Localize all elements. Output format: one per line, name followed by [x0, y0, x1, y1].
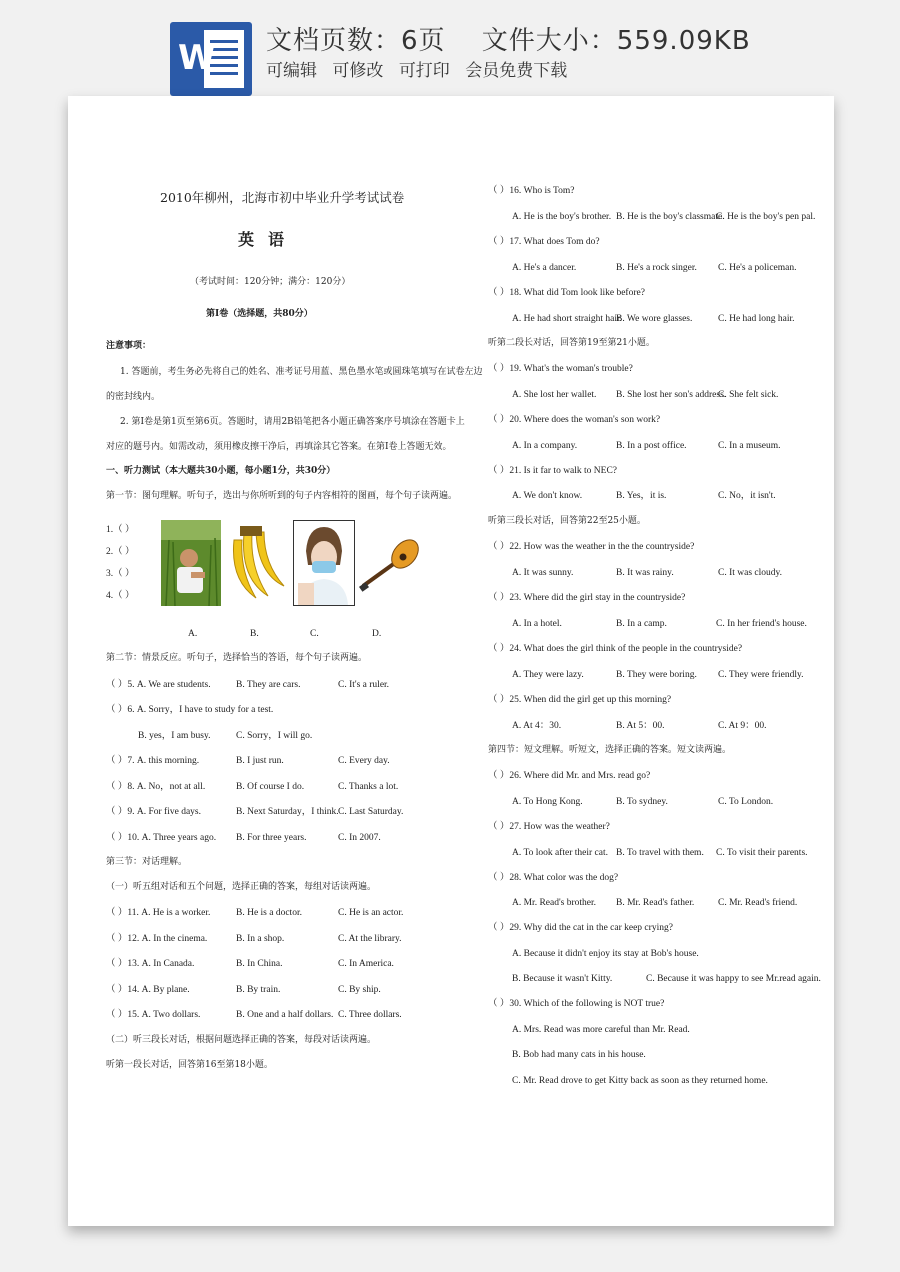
q14-option-a[interactable]: （ ）14. A. By plane. [106, 985, 190, 995]
q13-option-c[interactable]: C. In America. [338, 959, 394, 969]
q11-option-c[interactable]: C. He is an actor. [338, 908, 404, 918]
q6-option-c[interactable]: C. Sorry，I will go. [236, 731, 313, 741]
q12-option-b[interactable]: B. In a shop. [236, 934, 285, 944]
guitar-picture [359, 520, 421, 606]
q30-option-a[interactable]: A. Mrs. Read was more careful than Mr. Read. [512, 1025, 690, 1035]
q21-option-c[interactable]: C. No，it isn't. [718, 491, 776, 501]
q30-stem: （ ）30. Which of the following is NOT true? [488, 999, 665, 1009]
q16-option-b[interactable]: B. He is the boy's classmate. [616, 212, 725, 222]
q5-option-c[interactable]: C. It's a ruler. [338, 680, 390, 690]
q26-option-a[interactable]: A. To Hong Kong. [512, 797, 583, 807]
q28-option-c[interactable]: C. Mr. Read's friend. [718, 898, 798, 908]
picture-label-d: D. [372, 629, 382, 639]
section-3-part-1-instruction: （一）听五组对话和五个问题，选择正确的答案，每组对话读两遍。 [106, 882, 377, 892]
section-3-heading: 第三节：对话理解。 [106, 857, 188, 867]
q17-option-a[interactable]: A. He's a dancer. [512, 263, 577, 273]
q7-option-a[interactable]: （ ）7. A. this morning. [106, 756, 200, 766]
q5-option-b[interactable]: B. They are cars. [236, 680, 301, 690]
picture-label-b: B. [250, 629, 259, 639]
q5-option-a[interactable]: （ ）5. A. We are students. [106, 680, 211, 690]
section-1-instruction: 第一节：图句理解。听句子，选出与你所听到的句子内容相符的图画，每个句子读两遍。 [106, 491, 458, 501]
q14-option-b[interactable]: B. By train. [236, 985, 281, 995]
subject-title: 英语 [238, 230, 299, 249]
q28-option-b[interactable]: B. Mr. Read's father. [616, 898, 695, 908]
q19-option-a[interactable]: A. She lost her wallet. [512, 390, 597, 400]
q15-option-c[interactable]: C. Three dollars. [338, 1010, 402, 1020]
banner-features [266, 56, 577, 81]
q22-option-b[interactable]: B. It was rainy. [616, 568, 674, 578]
q10-option-c[interactable]: C. In 2007. [338, 833, 381, 843]
note-1-line-1: 1. 答题前，考生务必先将自己的姓名、准考证号用蓝、黑色墨水笔或圆珠笔填写在试卷左边 [120, 367, 483, 377]
picture-item-1[interactable]: 1.（ ） [106, 525, 135, 535]
q17-option-c[interactable]: C. He's a policeman. [718, 263, 797, 273]
q15-option-b[interactable]: B. One and a half dollars. [236, 1010, 334, 1020]
q11-option-a[interactable]: （ ）11. A. He is a worker. [106, 908, 211, 918]
q22-stem: （ ）22. How was the weather in the the countryside? [488, 542, 695, 552]
q16-stem: （ ）16. Who is Tom? [488, 186, 575, 196]
q18-option-a[interactable]: A. He had short straight hair. [512, 314, 623, 324]
q23-option-b[interactable]: B. In a camp. [616, 619, 667, 629]
q9-option-c[interactable]: C. Last Saturday. [338, 807, 404, 817]
exam-meta: （考试时间：120分钟；满分：120分） [190, 277, 351, 287]
q7-option-b[interactable]: B. I just run. [236, 756, 284, 766]
feature-member-download[interactable]: 会员免费下载 [465, 61, 568, 81]
q19-stem: （ ）19. What's the woman's trouble? [488, 364, 633, 374]
q12-option-c[interactable]: C. At the library. [338, 934, 402, 944]
note-2-line-2: 对应的题号内。如需改动，须用橡皮擦干净后，再填涂其它答案。在第Ⅰ卷上答题无效。 [106, 442, 452, 452]
q13-option-a[interactable]: （ ）13. A. In Canada. [106, 959, 195, 969]
q13-option-b[interactable]: B. In China. [236, 959, 283, 969]
picture-item-2[interactable]: 2.（ ） [106, 547, 135, 557]
q20-stem: （ ）20. Where does the woman's son work? [488, 415, 661, 425]
q21-option-a[interactable]: A. We don't know. [512, 491, 583, 501]
q9-option-b[interactable]: B. Next Saturday，I think. [236, 807, 339, 817]
q16-option-a[interactable]: A. He is the boy's brother. [512, 212, 612, 222]
feature-modifiable: 可修改 [332, 61, 384, 81]
q8-option-c[interactable]: C. Thanks a lot. [338, 782, 399, 792]
q24-option-a[interactable]: A. They were lazy. [512, 670, 584, 680]
feature-printable: 可打印 [398, 61, 450, 81]
q6-option-a[interactable]: （ ）6. A. Sorry，I have to study for a test. [106, 705, 274, 715]
part-one-heading: 第Ⅰ卷（选择题，共80分） [206, 309, 313, 319]
q29-option-b[interactable]: B. Because it wasn't Kitty. [512, 974, 613, 984]
paper-title: 2010年柳州，北海市初中毕业升学考试试卷 [160, 190, 405, 205]
q27-option-c[interactable]: C. To visit their parents. [716, 848, 808, 858]
dialogue-1-instruction: 听第一段长对话，回答第16至第18小题。 [106, 1060, 273, 1070]
picture-item-3[interactable]: 3.（ ） [106, 569, 135, 579]
q11-option-b[interactable]: B. He is a doctor. [236, 908, 302, 918]
q25-stem: （ ）25. When did the girl get up this morning? [488, 695, 672, 705]
picture-item-4[interactable]: 4.（ ） [106, 591, 135, 601]
q6-option-b[interactable]: B. yes，I am busy. [138, 731, 211, 741]
q30-option-b[interactable]: B. Bob had many cats in his house. [512, 1050, 646, 1060]
q9-option-a[interactable]: （ ）9. A. For five days. [106, 807, 201, 817]
word-document-icon: W [170, 22, 252, 96]
nurse-with-mask-picture [293, 520, 355, 606]
q16-option-c[interactable]: C. He is the boy's pen pal. [716, 212, 816, 222]
q27-option-a[interactable]: A. To look after their cat. [512, 848, 608, 858]
q17-stem: （ ）17. What does Tom do? [488, 237, 600, 247]
q24-option-b[interactable]: B. They were boring. [616, 670, 697, 680]
note-1-line-2: 的密封线内。 [106, 392, 161, 402]
download-banner [0, 0, 900, 96]
q18-option-b[interactable]: B. We wore glasses. [616, 314, 693, 324]
q29-option-a[interactable]: A. Because it didn't enjoy its stay at Bob's house. [512, 949, 699, 959]
q12-option-a[interactable]: （ ）12. A. In the cinema. [106, 934, 208, 944]
section-listening: 一、听力测试（本大题共30小题，每小题1分，共30分） [106, 466, 336, 476]
q22-option-a[interactable]: A. It was sunny. [512, 568, 574, 578]
q20-option-a[interactable]: A. In a company. [512, 441, 578, 451]
q26-option-b[interactable]: B. To sydney. [616, 797, 668, 807]
q28-stem: （ ）28. What color was the dog? [488, 873, 619, 883]
q23-option-c[interactable]: C. In her friend's house. [716, 619, 807, 629]
q10-option-b[interactable]: B. For three years. [236, 833, 307, 843]
q23-stem: （ ）23. Where did the girl stay in the countryside? [488, 593, 686, 603]
q26-stem: （ ）26. Where did Mr. and Mrs. read go? [488, 771, 651, 781]
q25-option-b[interactable]: B. At 5：00. [616, 721, 665, 731]
q24-stem: （ ）24. What does the girl think of the people in the countryside? [488, 644, 743, 654]
q8-option-b[interactable]: B. Of course I do. [236, 782, 305, 792]
feature-editable: 可编辑 [266, 61, 317, 81]
dialogue-3-instruction: 听第三段长对话，回答第22至25小题。 [488, 516, 646, 526]
picture-label-c: C. [310, 629, 319, 639]
q23-option-a[interactable]: A. In a hotel. [512, 619, 562, 629]
q10-option-a[interactable]: （ ）10. A. Three years ago. [106, 833, 217, 843]
q25-option-a[interactable]: A. At 4：30. [512, 721, 562, 731]
q28-option-a[interactable]: A. Mr. Read's brother. [512, 898, 597, 908]
q27-stem: （ ）27. How was the weather? [488, 822, 610, 832]
q19-option-c[interactable]: C. She felt sick. [718, 390, 779, 400]
bananas-picture [226, 520, 288, 606]
q15-option-a[interactable]: （ ）15. A. Two dollars. [106, 1010, 201, 1020]
q18-option-c[interactable]: C. He had long hair. [718, 314, 795, 324]
q26-option-c[interactable]: C. To London. [718, 797, 774, 807]
section-2-instruction: 第二节：情景反应。听句子，选择恰当的答语，每个句子读两遍。 [106, 653, 368, 663]
banner-title: 文档页数：6页 文件大小：559.09KB [266, 26, 751, 56]
q21-option-b[interactable]: B. Yes，it is. [616, 491, 667, 501]
q18-stem: （ ）18. What did Tom look like before? [488, 288, 645, 298]
section-3-part-2-instruction: （二）听三段长对话，根据问题选择正确的答案，每段对话读两遍。 [106, 1035, 377, 1045]
q22-option-c[interactable]: C. It was cloudy. [718, 568, 783, 578]
document-page [68, 96, 834, 1226]
q14-option-c[interactable]: C. By ship. [338, 985, 381, 995]
q24-option-c[interactable]: C. They were friendly. [718, 670, 804, 680]
q8-option-a[interactable]: （ ）8. A. No，not at all. [106, 782, 206, 792]
q30-option-c[interactable]: C. Mr. Read drove to get Kitty back as soon as they returned home. [512, 1076, 768, 1086]
note-2-line-1: 2. 第Ⅰ卷是第1页至第6页。答题时，请用2B铅笔把各小题正确答案序号填涂在答题卡上 [120, 417, 465, 427]
q17-option-b[interactable]: B. He's a rock singer. [616, 263, 697, 273]
q27-option-b[interactable]: B. To travel with them. [616, 848, 704, 858]
farmer-in-field-picture [161, 520, 221, 606]
q7-option-c[interactable]: C. Every day. [338, 756, 390, 766]
q29-option-c[interactable]: C. Because it was happy to see Mr.read again. [646, 974, 821, 984]
q19-option-b[interactable]: B. She lost her son's address. [616, 390, 727, 400]
picture-label-a: A. [188, 629, 198, 639]
q29-stem: （ ）29. Why did the cat in the car keep crying? [488, 923, 673, 933]
q25-option-c[interactable]: C. At 9：00. [718, 721, 767, 731]
notes-heading: 注意事项： [106, 341, 152, 351]
q20-option-c[interactable]: C. In a museum. [718, 441, 781, 451]
section-4-instruction: 第四节：短文理解。听短文，选择正确的答案。短文读两遍。 [488, 745, 732, 755]
q20-option-b[interactable]: B. In a post office. [616, 441, 687, 451]
dialogue-2-instruction: 听第二段长对话，回答第19至第21小题。 [488, 338, 655, 348]
q21-stem: （ ）21. Is it far to walk to NEC? [488, 466, 618, 476]
